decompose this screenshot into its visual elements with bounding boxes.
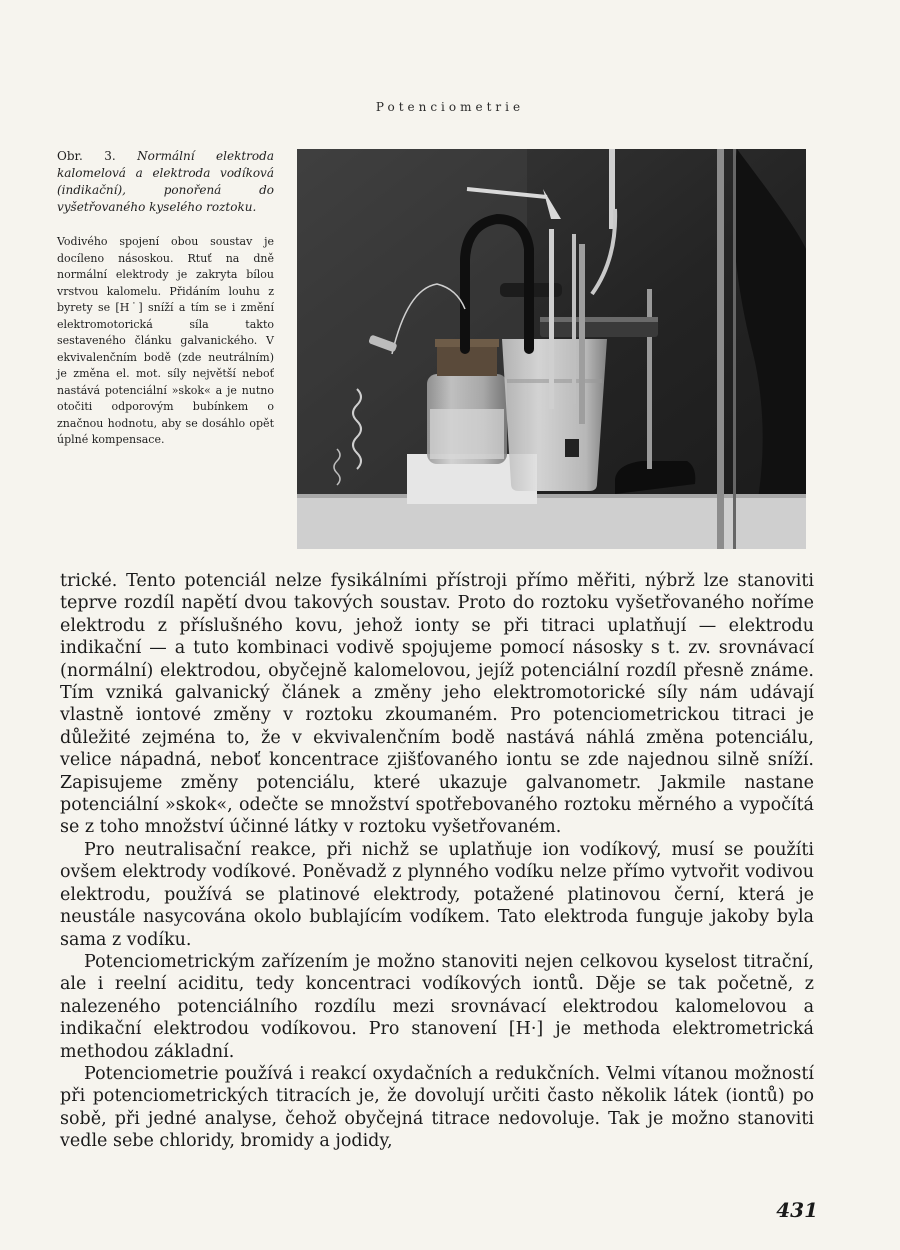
paragraph-3: Potenciometrickým zařízením je možno stanoviti nejen celkovou kyselost titrační, ale i reelní aciditu, tedy koncentraci vodíkových iontů. Děje se tak početně, z nalezeného potenciálního rozdílu mezi srovnávací elektrodou kalomelovou a indikační elektrodou vodíkovou. Pro stanovení [H·] je methoda elektrometrická methodou základní. xyxy=(60,951,814,1062)
paragraph-2: Pro neutralisační reakce, při nichž se uplatňuje ion vodíkový, musí se použíti ovšem elektrody vodíkové. Poněvadž z plynného vodíku nelze přímo vytvořit vodivou elektrodu, používá se platinové elektrody, potažené platinovou černí, která je neustále nasycována okolo bublajícím vodíkem. Tato elektroda funguje jakoby byla sama z vodíku. xyxy=(60,839,814,950)
running-head: Potenciometrie xyxy=(375,100,525,114)
figure-caption-block xyxy=(57,148,274,449)
paragraph-1: trické. Tento potenciál nelze fysikálními přístroji přímo měřiti, nýbrž lze stanoviti teprve rozdíl napětí dvou takových soustav. Proto do roztoku vyšetřovaného noříme elektrodu z příslušného kovu, jehož ionty se při titraci uplatňují — elektrodu indikační — a tuto kombinaci vodivě spojujeme pomocí násosky s t. zv. srovnávací (normální) elektrodou, obyčejně kalomelovou, jejíž potenciální rozdíl přesně známe. Tím vzniká galvanický článek a změny jeho elektromotorické síly nám udávají vlastně iontové změny v roztoku zkoumaném. Pro potenciometrickou titraci je důležité zejména to, že v ekvivalenčním bodě nastává náhlá změna potenciálu, velice nápadná, neboť koncentrace zjišťovaného iontu se zde najednou silně sníží. Zapisujeme změny potenciálu, které ukazuje galvanometr. Jakmile nastane potenciální »skok«, odečte se množství spotřebovaného roztoku měrného a vypočítá se z toho množství účinné látky v roztoku vyšetřovaném. xyxy=(60,571,814,838)
figure-side-note: Vodivého spojení obou soustav je docíleno násoskou. Rtuť na dně normální elektrody je zakryta bílou vrstvou kalomelu. Přidáním louhu z byrety se [H˙] sníží a tím se i změní elektromotorická síla takto sestaveného článku galvanického. V ekvivalenčním bodě (zde neutrálním) je změna el. mot. síly největší neboť nastává potenciální »skok« a je nutno otočiti odporovým bubínkem o značnou hodnotu, aby se dosáhlo opět úplné kompensace. xyxy=(57,235,274,446)
figure-label: Obr. 3. xyxy=(57,149,116,163)
paragraph-4: Potenciometrie používá i reakcí oxydačních a redukčních. Velmi vítanou možností při potenciometrických titracích je, že dovolují určiti často několik látek (iontů) po sobě, při jedné analyse, čehož obyčejná titrace nedovoluje. Tak je možno stanoviti vedle sebe chloridy, bromidy a jodidy, xyxy=(60,1063,814,1152)
body-text xyxy=(60,570,814,1153)
page-number: 431 xyxy=(776,1198,818,1222)
figure-caption xyxy=(57,148,274,216)
figure-photo xyxy=(297,149,806,549)
figure-caption-text: Normální elektroda kalomelová a elektroda vodíková (indikační), ponořená do vyšetřovaného kyselého roztoku. xyxy=(57,149,274,214)
apparatus-illustration xyxy=(297,149,806,549)
